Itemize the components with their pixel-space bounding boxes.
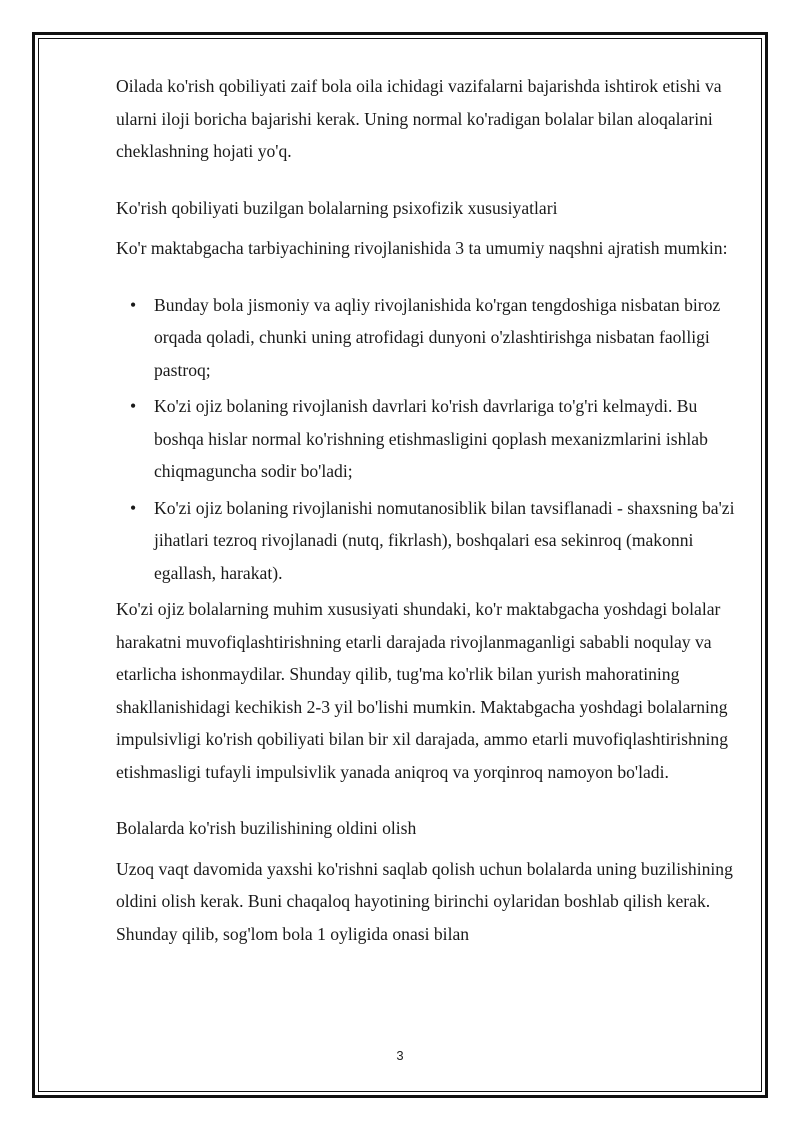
patterns-list <box>116 289 744 590</box>
intro-paragraph: Oilada ko'rish qobiliyati zaif bola oila ichidagi vazifalarni bajarishda ishtirok etishi va ularni iloji boricha bajarishi kerak. Uning normal ko'radigan bolalar bilan aloqalarini cheklashning hojati yo'q. <box>116 76 722 161</box>
document-body <box>116 70 744 950</box>
page-number: 3 <box>396 1048 404 1063</box>
lead-paragraph: Ko'r maktabgacha tarbiyachining rivojlanishida 3 ta umumiy naqshni ajratish mumkin: <box>116 238 728 258</box>
closing-paragraph: Uzoq vaqt davomida yaxshi ko'rishni saqlab qolish uchun bolalarda uning buzilishining oldini olish kerak. Buni chaqaloq hayotining birinchi oylaridan boshlab qilish kerak. Shunday qilib, sog'lom bola 1 oyligida onasi bilan <box>116 858 733 944</box>
body-paragraph: Ko'zi ojiz bolalarning muhim xususiyati shundaki, ko'r maktabgacha yoshdagi bolalar harakatni muvofiqlashtirishning etarli darajada rivojlanmaganligi sababli noqulay va etarlicha ishonmaydilar. Shunday qilib, tug'ma ko'rlik bilan yurish mahoratining shakllanishidagi kechikish 2-3 yil bo'lishi mumkin. Maktabgacha yoshdagi bolalarning impulsivligi ko'rish qobiliyati bilan bir xil darajada, ammo etarli muvofiqlashtirishning etishmasligi tufayli impulsivlik yanada aniqroq va yorqinroq namoyon bo'ladi. <box>116 599 729 782</box>
section-heading-psychophysical: Ko'rish qobiliyati buzilgan bolalarning psixofizik xususiyatlari <box>116 197 558 218</box>
list-item: • Ko'zi ojiz bolaning rivojlanish davrlari ko'rish davrlariga to'g'ri kelmaydi. Bu boshqa hislar normal ko'rishning etishmasligini qoplash mexanizmlarini ishlab chiqmaguncha sodir bo'ladi; <box>154 390 744 488</box>
section-heading-prevention: Bolalarda ko'rish buzilishining oldini olish <box>116 818 417 838</box>
list-item: • Bunday bola jismoniy va aqliy rivojlanishida ko'rgan tengdoshiga nisbatan biroz orqada qoladi, chunki uning atrofidagi dunyoni o'zlashtirishga nisbatan faolligi pastroq; <box>154 289 744 387</box>
list-item: • Ko'zi ojiz bolaning rivojlanishi nomutanosiblik bilan tavsiflanadi - shaxsning ba'zi jihatlari tezroq rivojlanadi (nutq, fikrlash), boshqalari esa sekinroq (makonni egallash, harakat). <box>154 492 744 590</box>
